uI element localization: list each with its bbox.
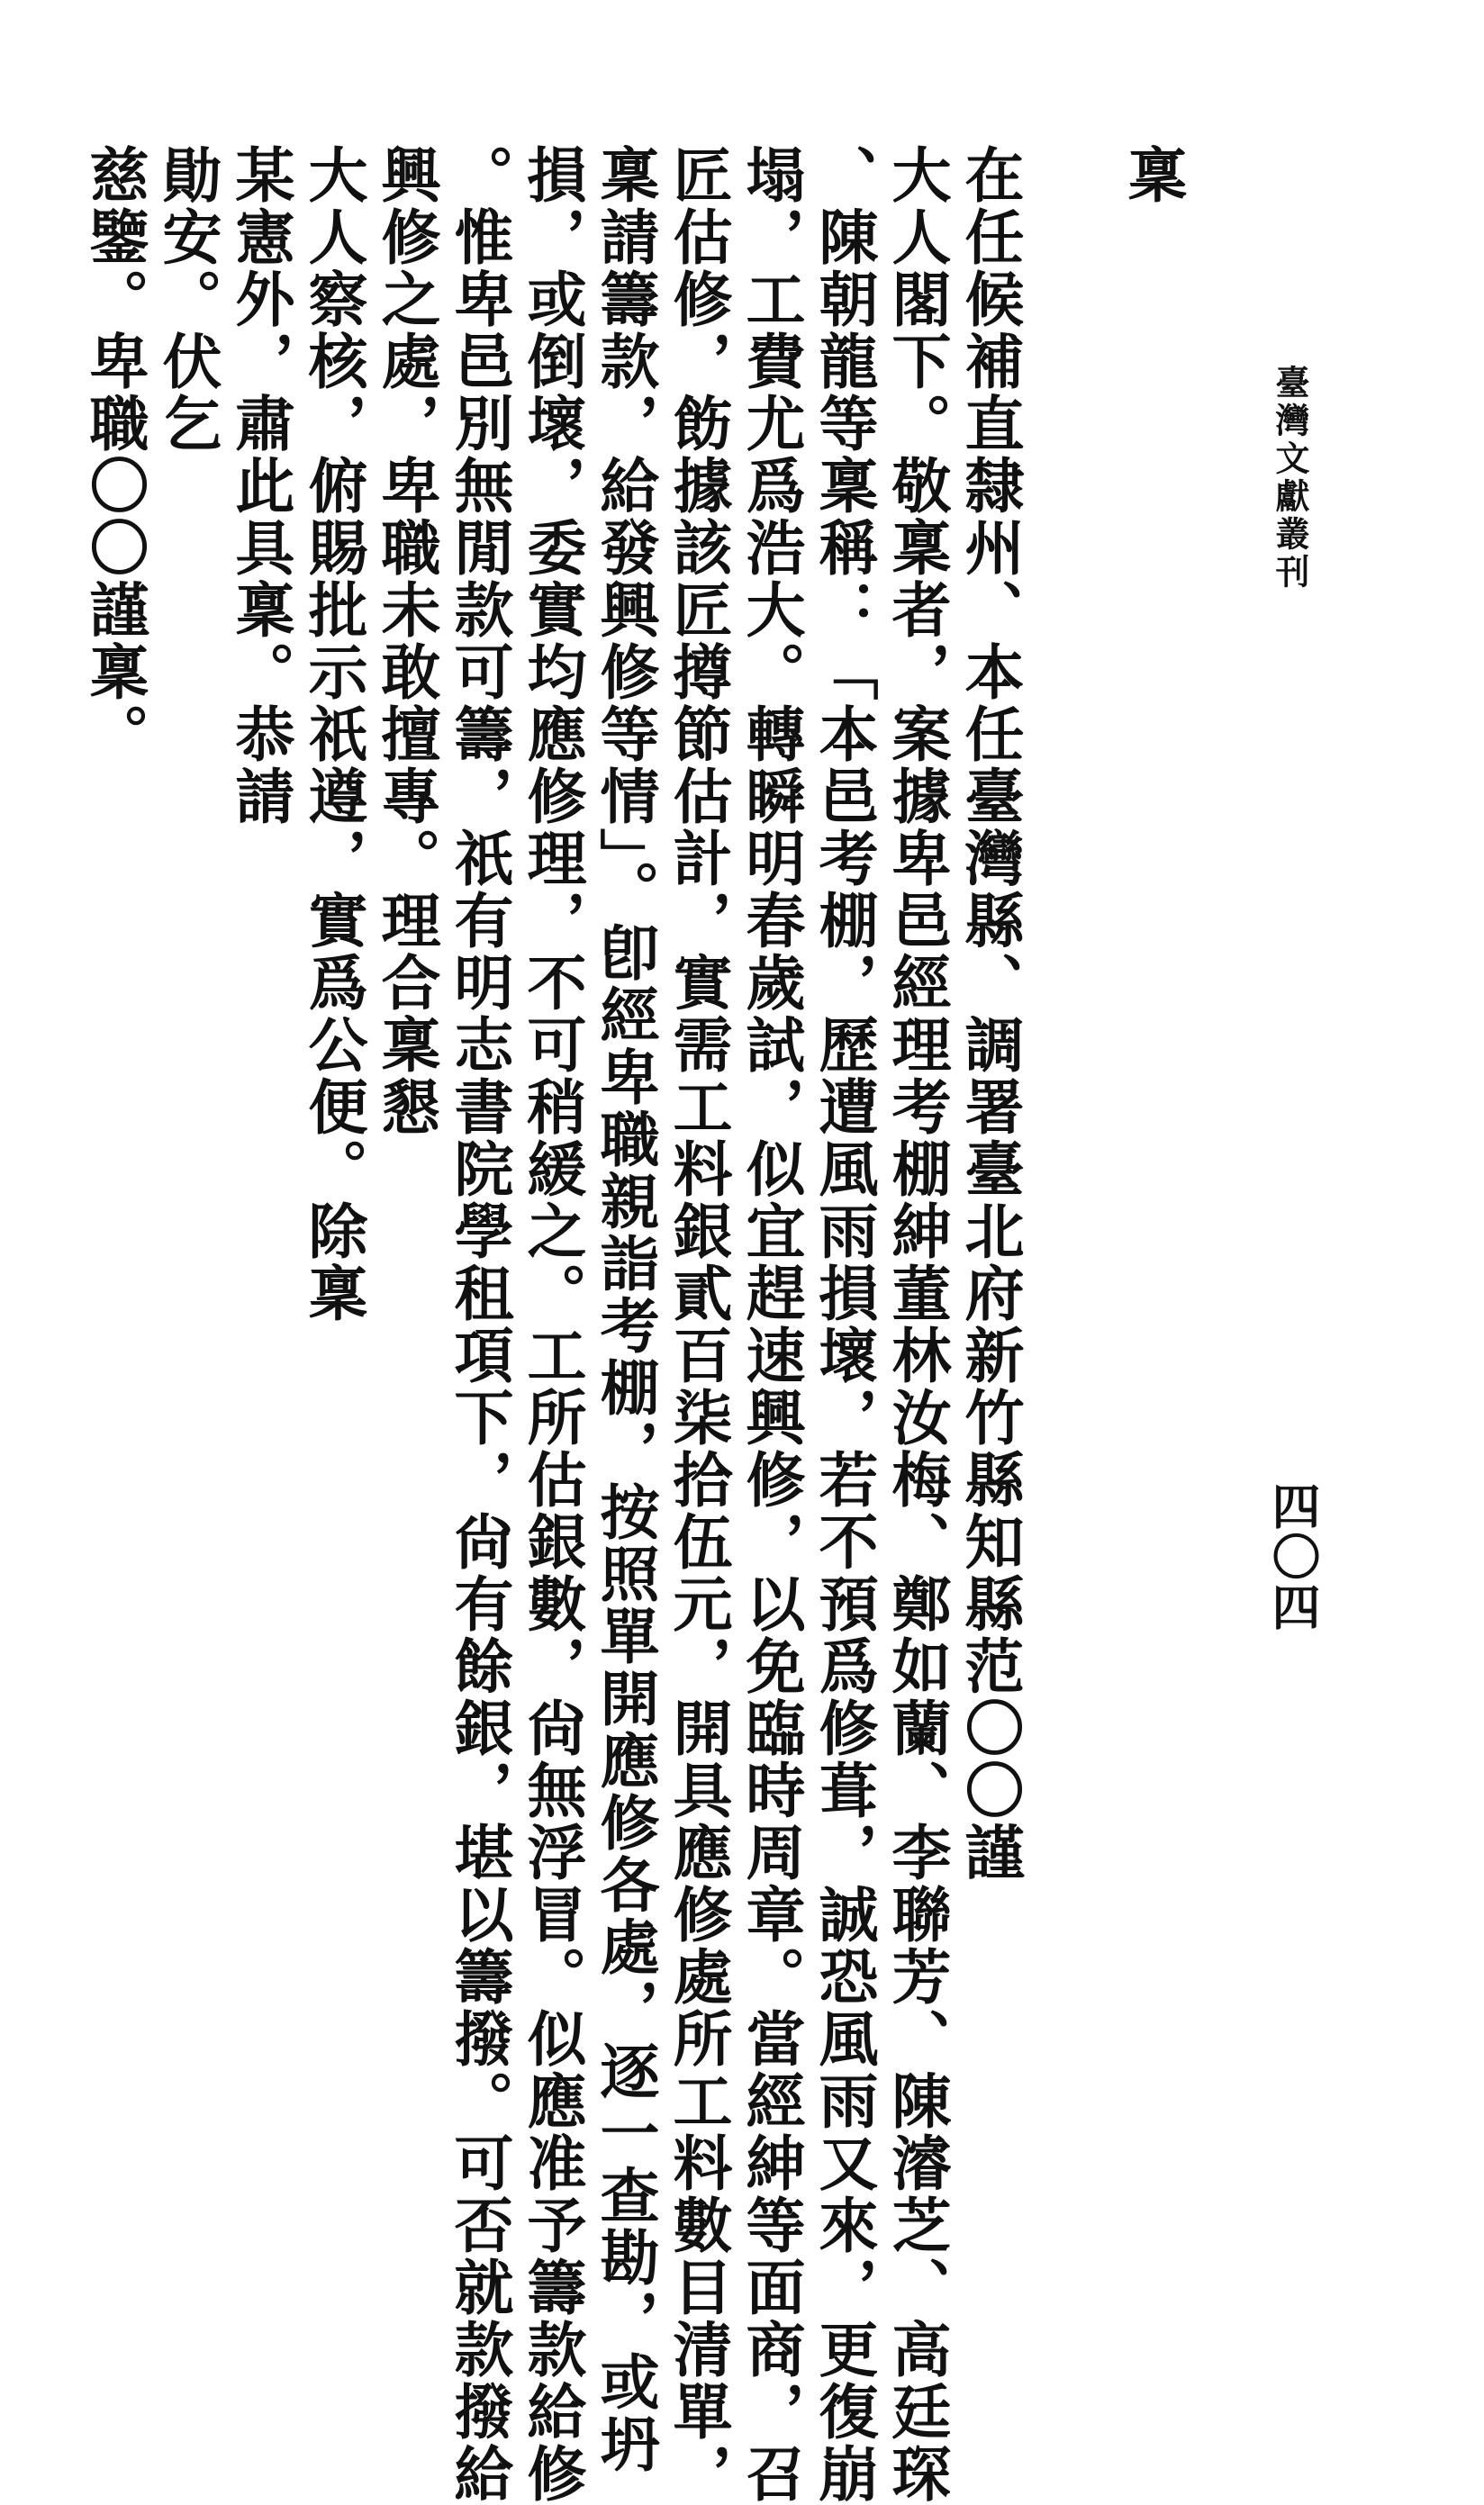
- text-line: 在任候補直隸州、本任臺灣縣、調署臺北府新竹縣知縣范〇〇謹: [955, 144, 1025, 1884]
- text-line: 。惟卑邑別無閒款可籌，祇有明志書院學租項下，尙有餘銀，堪以籌撥。可否就款撥給: [444, 144, 514, 2505]
- text-line: 塌，工費尤爲浩大。轉瞬明春歲試，似宜趕速興修，以免臨時周章。當經紳等面商，召: [736, 144, 806, 2505]
- text-line: 稟請籌款，給發興修等情」。卽經卑職親詣考棚，按照單開應修各處，逐一查勘，或坍: [590, 144, 660, 2475]
- text-line: 勛安。伏乞: [152, 144, 222, 455]
- series-title: 臺灣文獻叢刊: [1270, 365, 1310, 592]
- page-number: 四〇四: [1264, 1481, 1322, 1632]
- text-line: 匠估修，飭據該匠撙節估計，實需工料銀貳百柒拾伍元，開具應修處所工料數目清單，: [663, 144, 733, 2505]
- text-line: 興修之處，卑職未敢擅專。理合稟懇: [371, 144, 441, 1138]
- text-line: 大人閣下。敬稟者，案據卑邑經理考棚紳董林汝梅、鄭如蘭、李聯芳、陳濬芝、高廷琛: [882, 144, 952, 2505]
- text-line: 稟: [1118, 144, 1188, 206]
- text-line: 某憲外，肅此具稟。恭請: [225, 144, 295, 827]
- text-line: 大人察核，俯賜批示祇遵，實爲公便。除稟: [298, 144, 368, 1325]
- body-text: [79, 144, 1189, 2505]
- text-line: 慈鑒。卑職〇〇謹稟。: [79, 144, 149, 765]
- text-line: 損，或倒壞，委實均應修理，不可稍緩之。工所估銀數，尙無浮冒。似應准予籌款給修: [517, 144, 587, 2505]
- text-line: [0, 144, 77, 1999]
- text-line: 、陳朝龍等稟稱：「本邑考棚，歷遭風雨損壞，若不預爲修葺，誠恐風雨又來，更復崩: [809, 144, 879, 2505]
